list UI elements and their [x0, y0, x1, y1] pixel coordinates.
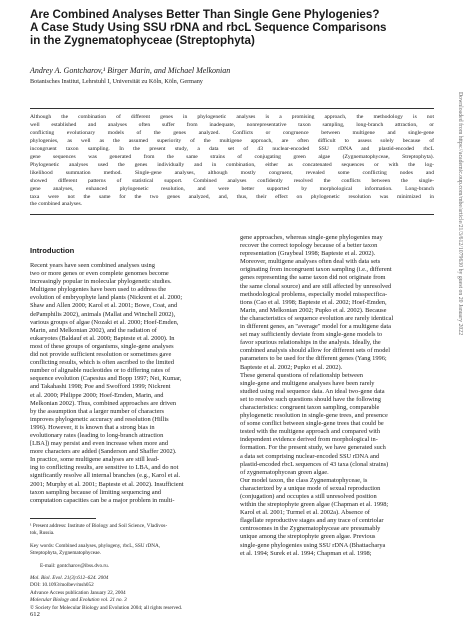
body-text-line: 1996). However, it is known that a strong bias in	[30, 423, 155, 431]
body-text-line: characterized by a unique mode of sexual reproduction	[240, 484, 381, 492]
abstract-line: phylogenies, as well as the assumed superiority of the multigene approach, are often difficult to assess solely because of	[30, 137, 434, 144]
body-text-line: taxon sampling because of limiting sequencing and	[30, 488, 161, 496]
body-text-line: centrosomes in the Zygnematophyceae are presumably	[240, 525, 381, 533]
body-text-line: independent evidence derived from morphological in-	[240, 436, 378, 444]
body-text-line: sequence evolution (Capesius and Bopp 1997; Nei, Kumar,	[30, 375, 182, 383]
body-text-line: Marin, and Melkonian 2002; Pupko et al. 2002). Because	[240, 306, 387, 314]
body-text-line: Melkonian 2002). Thus, combined approaches are driven	[30, 399, 177, 407]
body-text-line: within the streptophyte green algae (Chapman et al. 1998;	[240, 501, 389, 509]
body-text-line: unique among the streptophyte green algae. Previous	[240, 533, 376, 541]
body-text-line: evolutionary rates (leading to long-branch attraction	[30, 431, 164, 439]
body-text-line: evolution of embryophyte land plants (Nickrent et al. 2000;	[30, 294, 183, 302]
body-text-line: more characters are added (Sanderson and Shaffer 2002).	[30, 448, 177, 456]
body-text-line: improves phylogenetic accuracy and resolution (Hillis	[30, 415, 169, 423]
body-text-line: representation (Graybeal 1998; Bapteste et al. 2002).	[240, 250, 376, 258]
body-text-line: two or more genes or even complete genomes become	[30, 270, 169, 278]
affiliation: Botanisches Institut, Lehrstuhl I, Universität zu Köln, Köln, Germany	[30, 78, 203, 85]
body-text-line: increasingly popular in molecular phylogenetic studies.	[30, 278, 172, 286]
body-text-line: Karol et al. 2001; Turmel et al. 2002a). Absence of	[240, 509, 370, 517]
body-text-line: tions (Cao et al. 1998; Bapteste et al. 2002; Hoef-Emden,	[240, 298, 387, 306]
abstract-line: incongruent taxon sampling. In the present study, a data set of 43 nuclear-encoded SSU rDNA and plastid-encoded rbcL	[30, 145, 434, 152]
body-text-line: gene approaches, whereas single-gene phylogenies may	[240, 234, 383, 241]
footnote-journal-volume: Molecular Biology and Evolution vol. 21 no. 3	[30, 597, 127, 604]
footnote-advance-access: Advance Access publication January 22, 2004	[30, 589, 126, 596]
abstract-line: the combined analyses.	[30, 201, 83, 208]
abstract-line: Phylogenetic analyses used the genes individually and in combination, either as concatenated sequences or with the log-	[30, 161, 434, 168]
body-text-line: tested with the multigene approach and compared with	[240, 428, 381, 436]
body-text-line: conflicting results, which is often ascribed to the limited	[30, 359, 174, 367]
body-text-line: recover the correct topology because of a better taxon	[240, 242, 378, 250]
body-text-line: methodological problems, especially model misspecifica-	[240, 290, 388, 298]
paper-title	[30, 8, 430, 47]
left-column	[30, 262, 224, 505]
body-text-line: parameters to be used for the different genes (Yang 1996;	[240, 355, 387, 363]
body-text-line: combined analysis should allow for different sets of model	[240, 347, 391, 355]
body-text-line: number of alignable nucleotides or to differing rates of	[30, 367, 171, 375]
abstract-line: Although the combination of different genes in phylogenetic analyses is a promising approach, the methodology is not	[30, 114, 434, 120]
body-text-line: et al. 2000; Philippe 2000; Hoef-Emden, Marin, and	[30, 391, 164, 399]
body-text-line: computation capacities can be a major problem in multi-	[30, 496, 175, 504]
body-text-line: Multigene phylogenies have been used to address the	[30, 286, 167, 294]
abstract-line: showed different patterns of statistical support. Combined analyses confidently resolved the conflicts between the single-	[30, 177, 434, 184]
body-text-line: Bapteste et al. 2002; Pupko et al. 2002).	[240, 363, 343, 371]
footnote-keywords: Streptophyta, Zygnematophyceae.	[30, 550, 102, 557]
body-text-line: Our model taxon, the class Zygnematophyceae, is	[240, 476, 368, 484]
body-text-line: a data set comprising nuclear-encoded SSU rDNA and	[240, 452, 380, 460]
footnote-present-address: ¹ Present address: Institute of Biology and Soil Science, Vladivos-	[30, 523, 168, 529]
footnote-keywords: Key words: Combined analyses, phylogeny, rbcL, SSU rDNA,	[30, 542, 161, 549]
body-text-line: studied using real sequence data. An ideal two-gene data	[240, 387, 385, 395]
body-text-line: the characteristics of sequence evolution are rarely identical	[240, 314, 394, 322]
abstract-line: likelihood summation method. Single-gene analyses, although mostly congruent, revealed some conflicting nodes and	[30, 169, 434, 176]
body-text-line: various groups of algae (Nozaki et al. 2000; Hoef-Emden,	[30, 318, 179, 326]
title-line: in the Zygnematophyceae (Streptophyta)	[30, 34, 255, 47]
body-text-line: ing to conflicting results, are sensitive to LBA, and do not	[30, 464, 179, 472]
body-text-line: most of these groups of organisms, single-gene analyses	[30, 342, 174, 350]
footnote-email: E-mail: gontcharov@ibss.dvo.ru.	[40, 562, 110, 569]
abstract-line: taxa were not the same for the two genes analyzed, and, thus, their effect on phylogenetic resolution was minimized in	[30, 193, 434, 200]
abstract-top-rule	[30, 108, 434, 109]
body-text-line: by the assumption that a larger number of characters	[30, 407, 165, 415]
body-text-line: dePamphilis 2002), animals (Mallat and Winchell 2002),	[30, 310, 176, 318]
body-text-line: single-gene and multigene analyses have been rarely	[240, 379, 375, 387]
body-text-line: of some conflict between single-gene trees that could be	[240, 420, 384, 428]
body-text-line: genes representing the same taxon did not originate from	[240, 274, 386, 282]
body-text-line: Recent years have seen combined analyses using	[30, 262, 155, 269]
body-text-line: of zygnematophycean green algae.	[240, 468, 329, 476]
body-text-line: flagellate reproductive stages and any trace of centriolar	[240, 517, 384, 525]
download-watermark: Downloaded from https://academic.oup.com/mbe/article/21/3/612/1079630 by guest on 20 January 2022	[457, 92, 463, 336]
title-line: Are Combined Analyses Better Than Single Gene Phylogenies?	[30, 8, 380, 21]
body-text-line: These general questions of relationship between	[240, 371, 363, 379]
body-text-line: originating from incongruent taxon sampling (i.e., different	[240, 266, 392, 274]
abstract-line: well established and analyses often suffer from inadequate, nonrepresentative taxon sampling, long-branch attraction, or	[30, 121, 434, 128]
footnote-present-address: tok, Russia.	[30, 530, 55, 537]
body-text-line: plastid-encoded rbcL sequences of 43 taxa (clonal strains)	[240, 460, 389, 468]
body-text-line: formation. For the present study, we have generated such	[240, 444, 386, 452]
body-text-line: significantly resolve all internal branches (e.g., Karol et al.	[30, 472, 181, 480]
body-text-line: Marin, and Melkonian 2002), and the radiation of	[30, 326, 157, 334]
author-list: Andrey A. Gontcharov,¹ Birger Marin, and Michael Melkonian	[30, 66, 231, 75]
footnotes	[30, 523, 226, 612]
body-text-line: in different genes, an "average" model for a multigene data	[240, 323, 391, 331]
footnote-rule	[30, 518, 96, 519]
title-line: A Case Study Using SSU rDNA and rbcL Sequence Comparisons	[30, 21, 387, 34]
footnote-doi: DOI: 10.1093/molbev/msh052	[30, 582, 94, 589]
body-text-line: the same clonal source) and are still affected by unresolved	[240, 282, 392, 290]
body-text-line: did not provide sufficient resolution or sometimes gave	[30, 351, 172, 359]
section-heading-introduction: Introduction	[30, 246, 75, 255]
body-text-line: favor spurious relationships in the analysis. Ideally, the	[240, 339, 381, 347]
body-text-line: eukaryotes (Baldauf et al. 2000; Bapteste et al. 2000). In	[30, 334, 175, 342]
body-text-line: set may sufficiently deviate from single-gene models to	[240, 331, 383, 339]
right-column	[240, 234, 434, 558]
footnote-copyright: © Society for Molecular Biology and Evolution 2004; all rights reserved.	[30, 604, 183, 611]
body-text-line: phylogenetic resolution in single-gene trees, and presence	[240, 412, 388, 420]
abstract-line: gene sequences was generated from the same strains of conjugating green algae (Zygnematophyceae, Streptophyta).	[30, 153, 434, 160]
body-text-line: characteristics: congruent taxon sampling, comparable	[240, 403, 380, 411]
footnote-journal: Mol. Biol. Evol. 21(3):612–624. 2004	[30, 575, 109, 582]
body-text-line: In practice, some multigene analyses are still lead-	[30, 456, 160, 464]
body-text-line: Shaw and Allen 2000; Karol et al. 2001; Bowe, Coat, and	[30, 302, 178, 310]
abstract-line: gene analyses, enhanced phylogenetic resolution, and were better supported by morphological information. Long-branch	[30, 185, 434, 192]
body-text-line: (conjugation) and occupies a still unresolved position	[240, 493, 377, 500]
body-text-line: Moreover, multigene analyses often deal with data sets	[240, 258, 381, 266]
body-text-line: and Takahashi 1998; Poe and Swofford 1999; Nickrent	[30, 383, 171, 391]
body-text-line: single-gene phylogenies using SSU rDNA (Bhattacharya	[240, 541, 386, 549]
page-number: 612	[30, 611, 40, 618]
body-text-line: set to resolve such questions should have the following	[240, 395, 381, 403]
body-text-line: et al. 1994; Surek et al. 1994; Chapman et al. 1998;	[240, 549, 372, 557]
abstract	[30, 114, 434, 209]
body-text-line: 2001; Murphy et al. 2001; Bapteste et al. 2002). Insufficient	[30, 480, 184, 488]
body-text-line: [LBA]) may persist and even increase when more and	[30, 440, 169, 448]
abstract-bottom-rule	[30, 214, 434, 215]
abstract-line: conflicting evolutionary models of the genes analyzed. Conflicts or congruence between multigene and single-gene	[30, 129, 434, 136]
